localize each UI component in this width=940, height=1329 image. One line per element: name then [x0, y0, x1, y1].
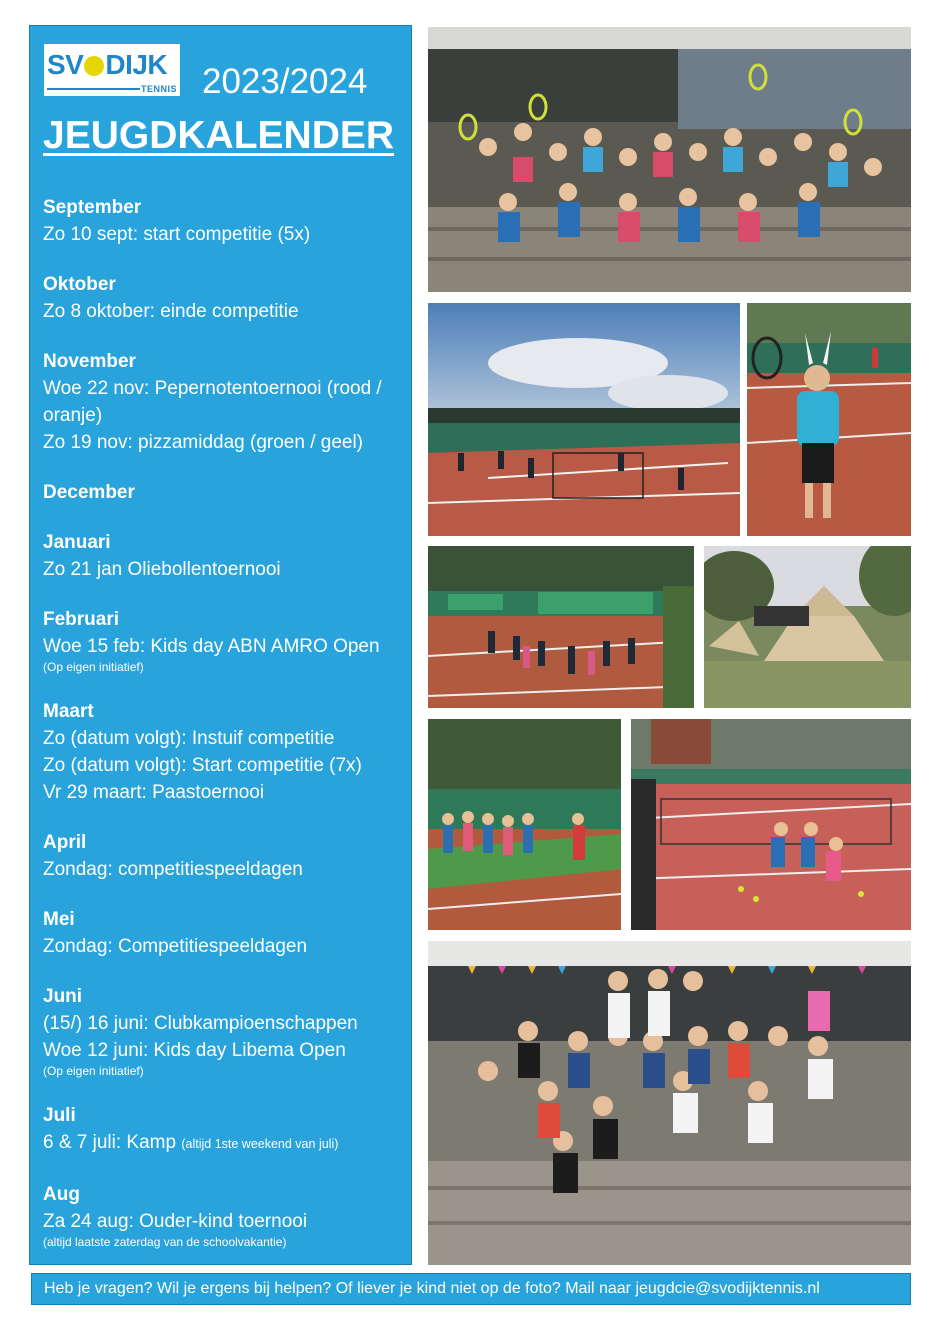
tennis-ball-icon [84, 56, 104, 76]
photo-camp-tents-image [704, 546, 911, 708]
month-block [43, 348, 405, 456]
calendar-inline-note: (altijd 1ste weekend van juli) [181, 1137, 339, 1151]
calendar-entry [43, 725, 405, 752]
calendar-entry-text: Woe 15 feb: Kids day ABN AMRO Open [43, 636, 380, 657]
month-block [43, 1181, 405, 1250]
calendar-entry [43, 933, 405, 960]
calendar-note: (Op eigen initiatief) [43, 660, 144, 674]
photo-kids-balls [631, 719, 911, 930]
logo-text-right: DIJK [105, 49, 168, 80]
calendar-entry [43, 556, 405, 583]
calendar-entry-text: Zo 19 nov: pizzamiddag (groen / geel) [43, 432, 364, 453]
logo-text-left: SV [47, 49, 84, 80]
photo-kids-banner [428, 546, 694, 708]
month-name: Oktober [43, 274, 116, 295]
calendar-entry [43, 1010, 405, 1037]
month-name: Januari [43, 532, 111, 553]
month-name: Aug [43, 1184, 80, 1205]
calendar-entry-text: (15/) 16 juni: Clubkampioenschappen [43, 1013, 358, 1034]
calendar-entry [43, 1037, 405, 1064]
month-block [43, 529, 405, 583]
month-name: December [43, 482, 135, 503]
calendar-entry [43, 752, 405, 779]
photo-group-rackets-image [428, 27, 911, 292]
calendar-entry-text: Vr 29 maart: Paastoernooi [43, 782, 265, 803]
month-name: November [43, 351, 136, 372]
calendar-entry [43, 375, 405, 429]
photo-kids-lineup-image [428, 719, 621, 930]
month-name: Juli [43, 1105, 76, 1126]
month-block [43, 983, 405, 1079]
logo-wordmark [47, 50, 167, 80]
photo-courts-sunset-image [428, 303, 740, 536]
month-list [43, 194, 405, 1273]
month-block [43, 194, 405, 248]
photo-courts-sunset [428, 303, 740, 536]
photo-parents-kids [428, 941, 911, 1265]
photo-parents-kids-image [428, 941, 911, 1265]
month-block [43, 606, 405, 675]
logo-underline [47, 88, 140, 90]
month-name: September [43, 197, 142, 218]
page-title: JEUGDKALENDER [43, 114, 395, 157]
calendar-note: (altijd laatste zaterdag van de schoolvakantie) [43, 1235, 287, 1249]
calendar-entry-text: Woe 12 juni: Kids day Libema Open [43, 1040, 346, 1061]
calendar-entry [43, 429, 405, 456]
month-name: Maart [43, 701, 94, 722]
month-block [43, 829, 405, 883]
month-block [43, 479, 405, 506]
photo-kids-lineup [428, 719, 621, 930]
calendar-entry [43, 298, 405, 325]
calendar-entry-text: Za 24 aug: Ouder-kind toernooi [43, 1211, 308, 1232]
month-block [43, 698, 405, 806]
logo-subtext: TENNIS [140, 84, 177, 94]
calendar-entry [43, 221, 405, 248]
calendar-entry [43, 1129, 405, 1158]
contact-banner: Heb je vragen? Wil je ergens bij helpen? Of liever je kind niet op de foto? Mail naar jeugdcie@svodijktennis.nl [31, 1273, 911, 1305]
calendar-panel [29, 25, 412, 1265]
calendar-entry-text: Zo (datum volgt): Start competitie (7x) [43, 755, 362, 776]
calendar-entry-text: Zo 10 sept: start competitie (5x) [43, 224, 311, 245]
calendar-note: (Op eigen initiatief) [43, 1064, 144, 1078]
calendar-entry [43, 633, 405, 660]
month-name: Juni [43, 986, 83, 1007]
photo-kids-banner-image [428, 546, 694, 708]
calendar-entry [43, 1208, 405, 1235]
calendar-entry-text: Zo 21 jan Oliebollentoernooi [43, 559, 281, 580]
calendar-entry [43, 856, 405, 883]
month-block [43, 906, 405, 960]
month-name: Mei [43, 909, 75, 930]
month-name: April [43, 832, 87, 853]
photo-bunny-ears [747, 303, 911, 536]
calendar-entry-text: Woe 22 nov: Pepernotentoernooi (rood / oranje) [43, 378, 382, 426]
calendar-entry-text: Zo (datum volgt): Instuif competitie [43, 728, 335, 749]
photo-camp-tents [704, 546, 911, 708]
calendar-entry [43, 779, 405, 806]
photo-group-rackets [428, 27, 911, 292]
photo-bunny-ears-image [747, 303, 911, 536]
month-block [43, 271, 405, 325]
calendar-entry-text: Zondag: competitiespeeldagen [43, 859, 303, 880]
season-label: 2023/2024 [202, 62, 368, 101]
calendar-entry-text: Zo 8 oktober: einde competitie [43, 301, 299, 322]
photo-kids-balls-image [631, 719, 911, 930]
month-name: Februari [43, 609, 120, 630]
month-block [43, 1102, 405, 1158]
calendar-entry-text: 6 & 7 juli: Kamp [43, 1132, 177, 1153]
club-logo [44, 44, 180, 96]
calendar-entry-text: Zondag: Competitiespeeldagen [43, 936, 308, 957]
